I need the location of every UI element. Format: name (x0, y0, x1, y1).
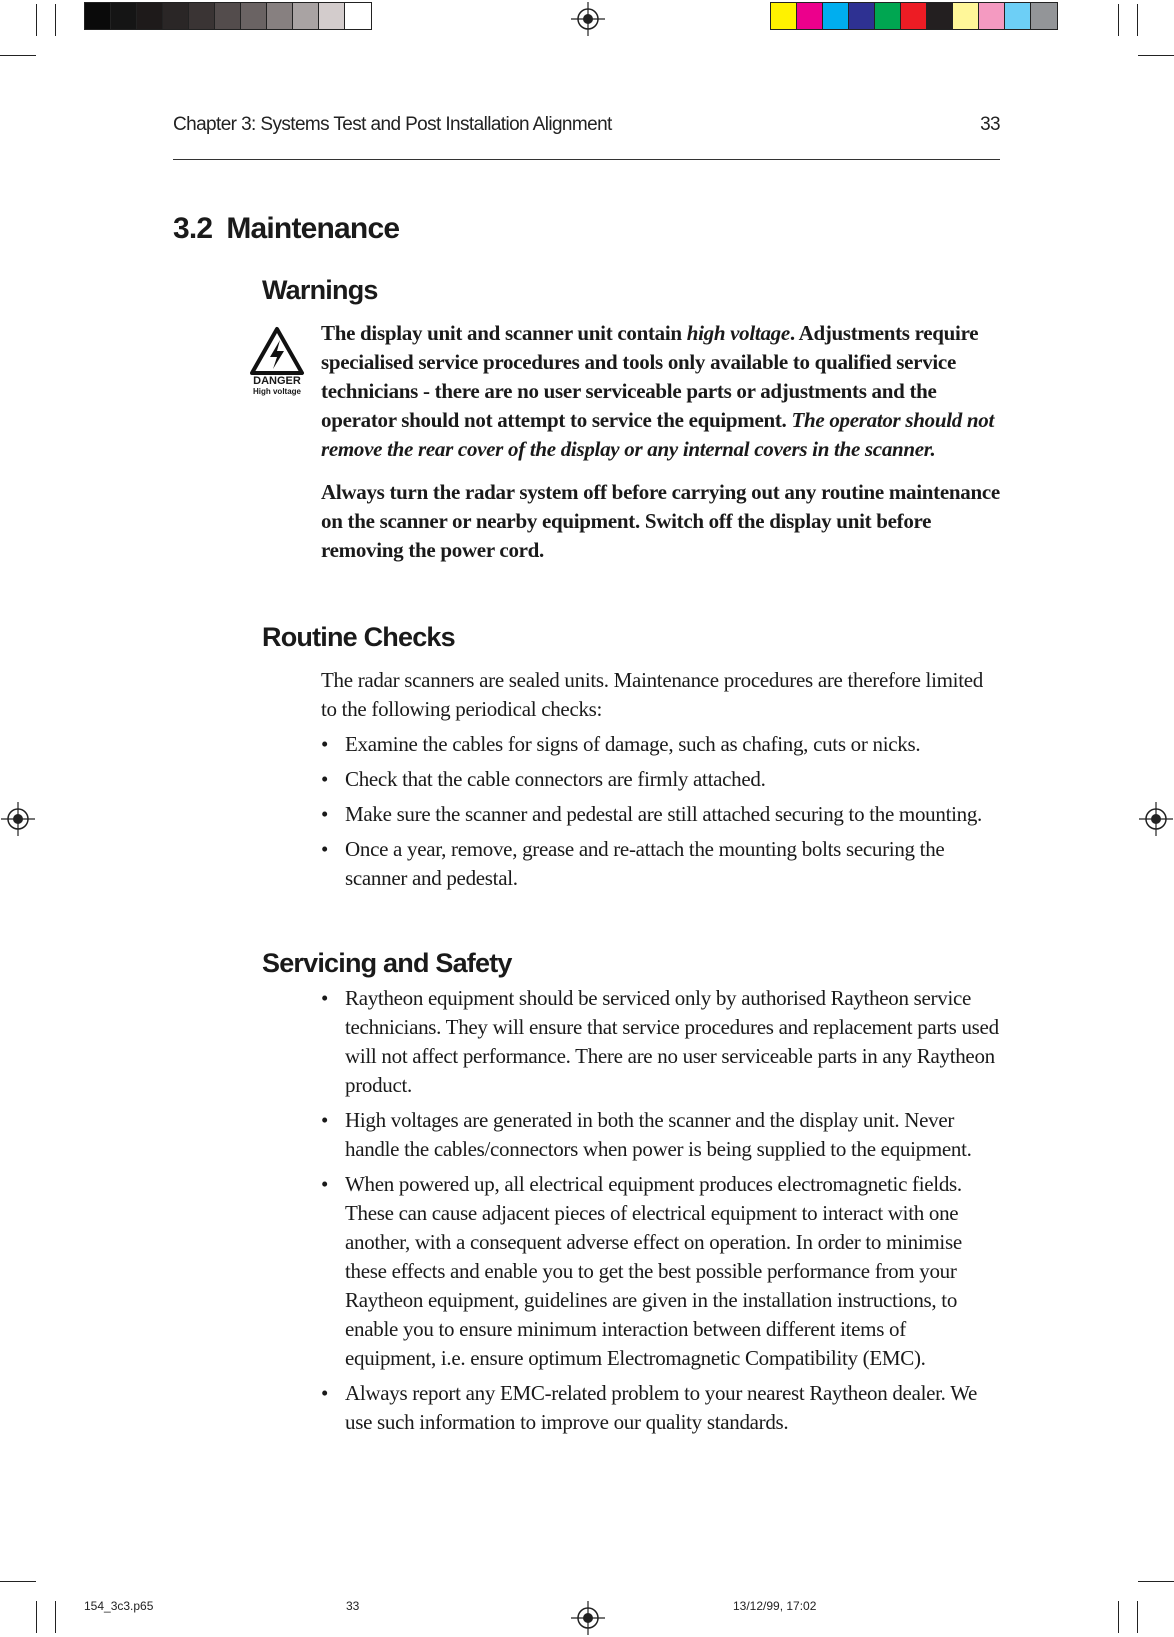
slug-file: 154_3c3.p65 (84, 1599, 154, 1613)
list-item: • High voltages are generated in both the scanner and the display unit. Never handle the cables/connectors when power is being supplied to the equipment. (321, 1106, 1001, 1164)
registration-mark-icon (571, 1601, 605, 1635)
registration-mark-icon (1, 802, 35, 836)
crop-mark (1138, 1581, 1174, 1582)
color-swatch (901, 3, 927, 29)
routine-checks-heading: Routine Checks (262, 622, 455, 652)
crop-mark (1118, 4, 1119, 36)
crop-mark (1118, 1601, 1119, 1633)
color-swatch (797, 3, 823, 29)
routine-checks-body (321, 666, 1001, 899)
servicing-safety-body (321, 984, 1001, 1443)
list-item: • Once a year, remove, grease and re-attach the mounting bolts securing the scanner and pedestal. (321, 835, 1001, 893)
registration-mark-icon (1139, 802, 1173, 836)
color-swatch (1005, 3, 1031, 29)
warning-text: The display unit and scanner unit contain (321, 321, 687, 345)
color-swatch (85, 3, 111, 29)
color-swatch (771, 3, 797, 29)
color-swatch (241, 3, 267, 29)
list-item: • Raytheon equipment should be serviced only by authorised Raytheon service technicians. They will ensure that service procedures and replacement parts used will not affect performance. There are no user serviceable parts in any Raytheon product. (321, 984, 1001, 1100)
crop-mark (1137, 1601, 1138, 1633)
page-number: 33 (980, 114, 1000, 135)
color-swatch (823, 3, 849, 29)
crop-mark (1137, 4, 1138, 36)
routine-list (321, 730, 1001, 893)
crop-mark (0, 55, 36, 56)
list-item: • When powered up, all electrical equipment produces electromagnetic fields. These can cause adjacent pieces of electrical equipment to interact with one another, with a consequent adverse effect on operation. In order to minimise these effects and enable you to get the best possible performance from your Raytheon equipment, guidelines are given in the installation instructions, to enable you to ensure minimum interaction between different items of equipment, i.e. ensure optimum Electromagnetic Compatibility (EMC). (321, 1170, 1001, 1373)
crop-mark (0, 1581, 36, 1582)
warning-triangle-icon (249, 326, 305, 376)
servicing-list (321, 984, 1001, 1437)
running-header (173, 114, 1000, 136)
list-item: • Check that the cable connectors are firmly attached. (321, 765, 1001, 794)
slug-datetime: 13/12/99, 17:02 (733, 1599, 817, 1613)
crop-mark (36, 1601, 37, 1633)
header-rule (173, 159, 1000, 160)
color-swatch (293, 3, 319, 29)
registration-mark-icon (571, 2, 605, 36)
section-number: 3.2 (173, 212, 213, 245)
color-swatch (1031, 3, 1057, 29)
color-swatch (163, 3, 189, 29)
color-swatch (875, 3, 901, 29)
color-swatch (953, 3, 979, 29)
color-swatch (927, 3, 953, 29)
crop-mark (55, 4, 56, 36)
danger-sublabel: High voltage (252, 387, 301, 396)
color-swatch (849, 3, 875, 29)
servicing-safety-heading: Servicing and Safety (262, 948, 512, 978)
crop-mark (1138, 55, 1174, 56)
crop-mark (36, 4, 37, 36)
warning-italic-note: The operator should not remove the rear cover of the display or any internal covers in the scanner. (321, 408, 995, 461)
warning-paragraph: Always turn the radar system off before carrying out any routine maintenance on the scanner or nearby equipment. Switch off the display unit before removing the power cord. (321, 480, 1000, 562)
warning-paragraph (321, 319, 1001, 464)
warnings-text (321, 319, 1001, 565)
color-swatch (137, 3, 163, 29)
color-swatch (345, 3, 371, 29)
danger-label: DANGER (253, 375, 301, 387)
color-swatch (319, 3, 345, 29)
section-title (173, 212, 399, 246)
routine-intro: The radar scanners are sealed units. Maintenance procedures are therefore limited to the following periodical checks: (321, 668, 983, 721)
danger-high-voltage-icon (246, 326, 308, 396)
gray-swatch-strip (84, 2, 372, 30)
color-swatch (111, 3, 137, 29)
color-swatch (979, 3, 1005, 29)
color-swatch (267, 3, 293, 29)
slug-page: 33 (346, 1599, 360, 1613)
color-swatch-strip (770, 2, 1058, 30)
section-title-text: Maintenance (226, 212, 400, 245)
list-item: • Examine the cables for signs of damage, such as chafing, cuts or nicks. (321, 730, 1001, 759)
warning-emphasis: high voltage (686, 321, 790, 345)
list-item: • Always report any EMC-related problem to your nearest Raytheon dealer. We use such information to improve our quality standards. (321, 1379, 1001, 1437)
warnings-heading: Warnings (262, 275, 378, 305)
list-item: • Make sure the scanner and pedestal are still attached securing to the mounting. (321, 800, 1001, 829)
color-swatch (215, 3, 241, 29)
warning-text: . Adjustments require specialised service procedures and tools only available to qualified service technicians - there are no user serviceable parts or adjustments and the operator should not attempt to service the equipment. (321, 321, 979, 432)
chapter-title: Chapter 3: Systems Test and Post Installation Alignment (173, 114, 612, 135)
crop-mark (55, 1601, 56, 1633)
color-swatch (189, 3, 215, 29)
